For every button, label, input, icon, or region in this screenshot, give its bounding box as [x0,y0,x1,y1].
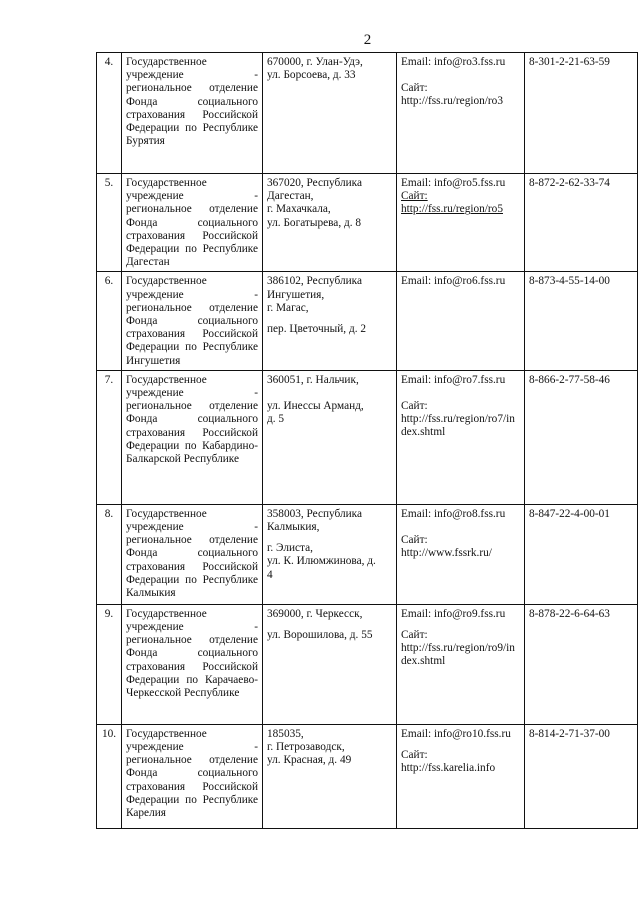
row-number: 9. [97,604,122,724]
address-line: 670000, г. Улан-Удэ, [267,56,363,68]
address-line: 185035, [267,727,304,740]
phone-number: 8-301-2-21-63-59 [525,53,638,174]
site-label: Сайт: [401,190,428,203]
row-number: 5. [97,174,122,272]
table-row [97,53,638,174]
site-link[interactable]: http://fss.ru/region/ro5 [401,203,503,216]
email-text: Email: info@ro9.fss.ru [401,607,506,620]
site-label: Сайт: [401,534,428,547]
address-line: ул. Инессы Арманд, [267,400,364,413]
address-line: ул. Красная, д. 49 [267,754,352,767]
email-text: Email: info@ro8.fss.ru [401,507,506,520]
site-link[interactable]: http://fss.ru/region/ro7/index.shtml [401,413,515,439]
organization-name: Государственное учреждение - региональное отделение Фонда социального страхования Российской Федерации по Республике Калмыкия [122,504,263,604]
address-line: Ингушетия, [267,288,325,301]
table-row [97,272,638,370]
row-number: 7. [97,370,122,504]
contact-cell [397,370,525,504]
site-link[interactable]: http://fss.karelia.info [401,762,496,775]
email-text: Email: info@ro7.fss.ru [401,373,506,386]
contact-cell [397,272,525,370]
contact-cell [397,604,525,724]
address-line: 4 [267,568,273,581]
address-line: г. Элиста, [267,542,313,555]
site-label: Сайт: [401,400,428,413]
address-line: ул. Борсоева, д. 33 [267,69,356,82]
table-row [97,174,638,272]
phone-number: 8-847-22-4-00-01 [525,504,638,604]
phone-number: 8-814-2-71-37-00 [525,724,638,828]
phone-number: 8-866-2-77-58-46 [525,370,638,504]
page-number: 2 [363,32,372,48]
site-link[interactable]: http://www.fssrk.ru/ [401,547,492,560]
site-label: Сайт: [401,82,428,95]
address-line: г. Петрозаводск, [267,741,345,754]
address-cell [263,174,397,272]
address-line: д. 5 [267,413,285,426]
contact-cell [397,174,525,272]
address-cell [263,272,397,370]
organization-name: Государственное учреждение - региональное отделение Фонда социального страхования Российской Федерации по Республике Дагестан [122,174,263,272]
table-row [97,724,638,828]
phone-number: 8-873-4-55-14-00 [525,272,638,370]
site-link[interactable]: http://fss.ru/region/ro9/index.shtml [401,642,515,668]
site-link[interactable]: http://fss.ru/region/ro3 [401,95,503,108]
address-line: 386102, Республика [267,275,363,288]
email-text: Email: info@ro5.fss.ru [401,177,506,189]
table-row [97,604,638,724]
address-cell [263,53,397,174]
address-line: пер. Цветочный, д. 2 [267,323,366,336]
address-line: г. Магас, [267,301,309,314]
address-line: ул. Ворошилова, д. 55 [267,629,373,642]
table-row [97,370,638,504]
phone-number: 8-878-22-6-64-63 [525,604,638,724]
address-line: ул. Богатырева, д. 8 [267,216,362,229]
address-cell [263,604,397,724]
contact-cell [397,53,525,174]
organization-name: Государственное учреждение - региональное отделение Фонда социального страхования Российской Федерации по Кабардино-Балкарской Республике [122,370,263,504]
email-text: Email: info@ro3.fss.ru [401,56,506,68]
contact-cell [397,724,525,828]
organization-name: Государственное учреждение - региональное отделение Фонда социального страхования Российской Федерации по Республике Ингушетия [122,272,263,370]
table-row [97,504,638,604]
address-line: Калмыкия, [267,521,320,534]
address-line: 369000, г. Черкесск, [267,607,363,620]
address-line: 367020, Республика [267,177,363,189]
address-line: г. Махачкала, [267,203,331,216]
fss-branch-table [96,52,638,829]
address-line: Дагестан, [267,190,314,203]
address-cell [263,504,397,604]
email-text: Email: info@ro6.fss.ru [401,275,506,288]
address-cell [263,724,397,828]
organization-name: Государственное учреждение - региональное отделение Фонда социального страхования Российской Федерации по Республике Карелия [122,724,263,828]
row-number: 10. [97,724,122,828]
address-line: ул. К. Илюмжинова, д. [267,555,376,568]
address-cell [263,370,397,504]
row-number: 6. [97,272,122,370]
row-number: 8. [97,504,122,604]
organization-name: Государственное учреждение - региональное отделение Фонда социального страхования Российской Федерации по Карачаево-Черкесской Республике [122,604,263,724]
address-line: 360051, г. Нальчик, [267,373,359,386]
phone-number: 8-872-2-62-33-74 [525,174,638,272]
organization-name: Государственное учреждение - региональное отделение Фонда социального страхования Российской Федерации по Республике Бурятия [122,53,263,174]
site-label: Сайт: [401,749,428,762]
contact-cell [397,504,525,604]
row-number: 4. [97,53,122,174]
site-label: Сайт: [401,629,428,642]
address-line: 358003, Республика [267,507,363,520]
email-text: Email: info@ro10.fss.ru [401,727,511,740]
